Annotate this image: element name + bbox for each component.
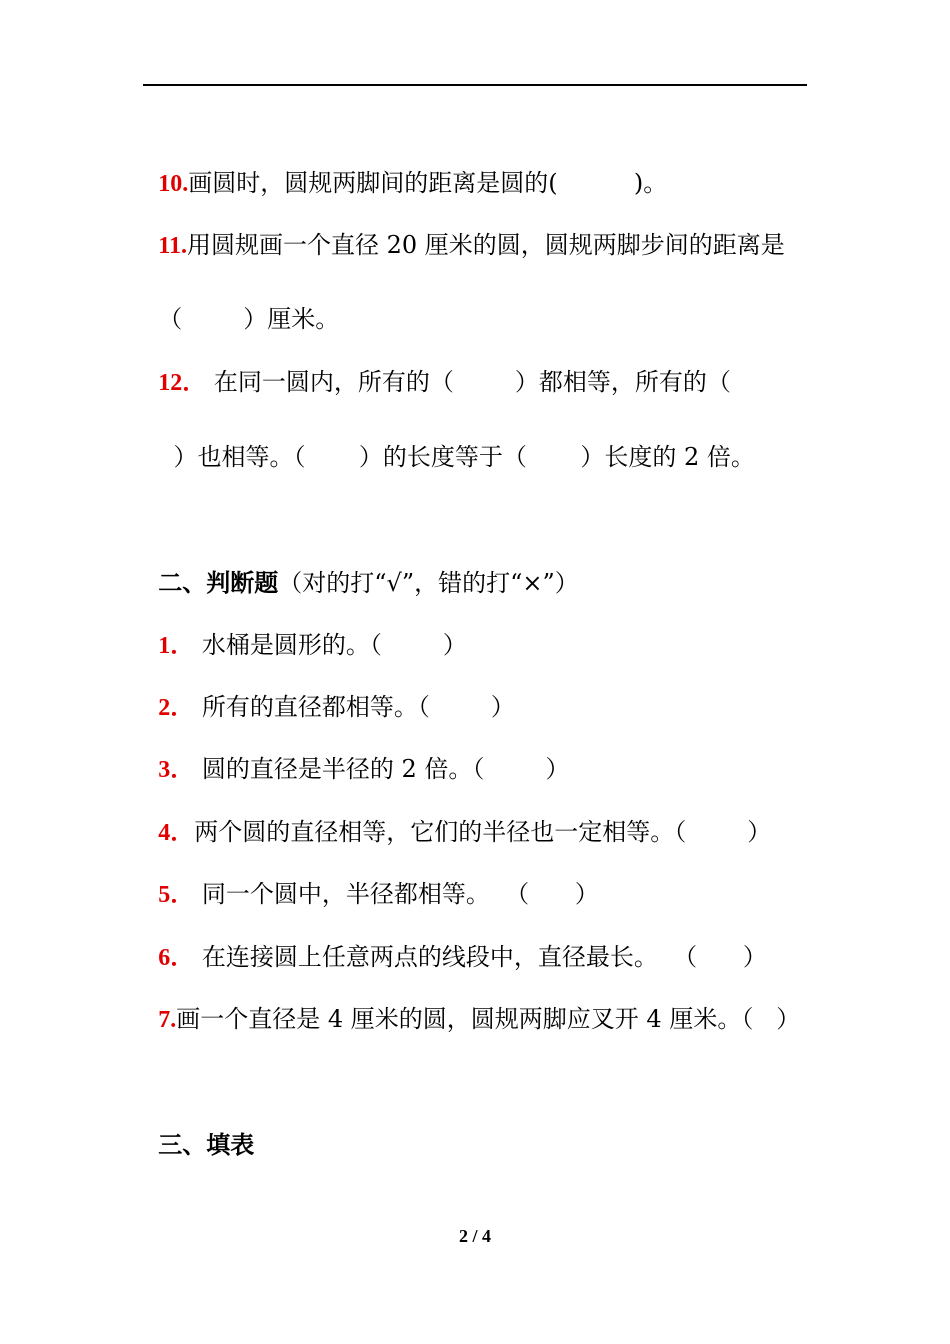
item-text: 画一个直径是 4 厘米的圆，圆规两脚应叉开 4 厘米。（ ）	[176, 1005, 801, 1033]
item-number: 1．	[158, 633, 195, 659]
section-3-heading	[143, 1094, 254, 1162]
item-text: 所有的直径都相等。（ ）	[194, 693, 515, 721]
item-number: 2．	[158, 695, 195, 721]
header-rule	[143, 84, 807, 86]
judge-item-1	[143, 594, 467, 663]
judge-item-4	[143, 781, 771, 850]
item-number: 6．	[158, 945, 195, 971]
question-text: 用圆规画一个直径 20 厘米的圆，圆规两脚步间的距离是	[186, 231, 785, 259]
section-2-heading	[143, 532, 579, 600]
judge-item-5	[143, 843, 599, 912]
item-number: 3．	[158, 757, 195, 783]
question-12	[143, 331, 731, 400]
question-text: 画圆时，圆规两脚间的距离是圆的( )。	[188, 169, 668, 197]
question-text: 在同一圆内，所有的（ ）都相等，所有的（	[206, 368, 731, 396]
section-title: 二、判断题	[158, 568, 279, 597]
judge-item-3	[143, 718, 569, 787]
page-number: 2 / 4	[458, 1226, 491, 1246]
item-text: 水桶是圆形的。（ ）	[194, 631, 467, 659]
item-text: 两个圆的直径相等，它们的半径也一定相等。（ ）	[194, 818, 772, 846]
question-number: 10.	[158, 171, 189, 197]
judge-item-6	[143, 906, 767, 975]
item-number: 7.	[158, 1007, 177, 1033]
section-note: （对的打“√”，错的打“×”）	[278, 569, 579, 597]
item-text: 在连接圆上任意两点的线段中，直径最长。 （ ）	[194, 943, 767, 971]
judge-item-2	[143, 656, 515, 725]
question-text: ）也相等。（ ）的长度等于（ ）长度的 2 倍。	[158, 443, 755, 471]
question-11-continued	[143, 268, 339, 336]
question-text: （ ）厘米。	[158, 305, 340, 333]
question-number: 11.	[158, 233, 187, 259]
question-10	[143, 132, 667, 201]
question-number: 12．	[158, 370, 207, 396]
item-text: 圆的直径是半径的 2 倍。（ ）	[194, 755, 570, 783]
question-11	[143, 194, 785, 263]
section-title: 三、填表	[158, 1130, 255, 1159]
item-number: 5．	[158, 882, 195, 908]
item-text: 同一个圆中，半径都相等。 （ ）	[194, 880, 599, 908]
item-number: 4．	[158, 820, 195, 846]
question-12-continued	[143, 406, 755, 474]
judge-item-7	[143, 968, 800, 1037]
